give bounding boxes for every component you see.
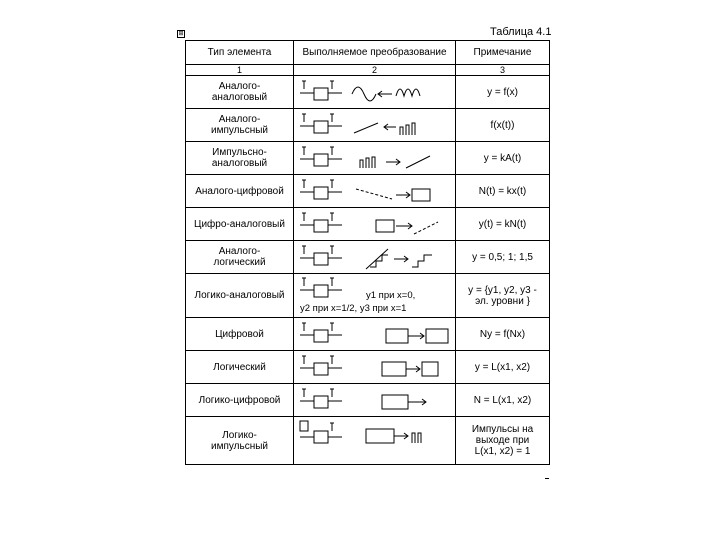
element-type-cell: Аналого- аналоговый [186, 76, 294, 109]
diagram-caption: y1 при x=0, [366, 290, 416, 301]
note-cell: N = L(x1, x2) [456, 384, 550, 417]
transformation-diagram [294, 417, 456, 465]
note-cell: N(t) = kx(t) [456, 175, 550, 208]
transformation-diagram [294, 351, 456, 384]
transformation-diagram [294, 208, 456, 241]
element-type-cell: Аналого- импульсный [186, 109, 294, 142]
element-type-cell: Цифровой [186, 318, 294, 351]
transformation-diagram [294, 241, 456, 274]
note-cell: Импульсы на выходе при L(x1, x2) = 1 [456, 417, 550, 465]
note-cell: Ny = f(Nx) [456, 318, 550, 351]
transformation-diagram [294, 175, 456, 208]
element-type-cell: Логический [186, 351, 294, 384]
header-transformation: Выполняемое преобразование [294, 41, 456, 65]
column-number: 2 [294, 65, 456, 76]
element-type-cell: Аналого- логический [186, 241, 294, 274]
element-type-cell: Импульсно- аналоговый [186, 142, 294, 175]
element-type-cell: Логико-аналоговый [186, 274, 294, 318]
table-row [186, 318, 550, 351]
column-number: 1 [186, 65, 294, 76]
table-row [186, 384, 550, 417]
transformation-diagram [294, 142, 456, 175]
element-type-cell: Логико-цифровой [186, 384, 294, 417]
header-row [186, 41, 550, 65]
element-type-cell: Аналого-цифровой [186, 175, 294, 208]
transformation-diagram [294, 384, 456, 417]
header-note: Примечание [456, 41, 550, 65]
note-cell: y = L(x1, x2) [456, 351, 550, 384]
note-cell: y = 0,5; 1; 1,5 [456, 241, 550, 274]
table-row [186, 76, 550, 109]
note-cell: y(t) = kN(t) [456, 208, 550, 241]
table-row [186, 417, 550, 465]
transformation-diagram [294, 109, 456, 142]
table-row [186, 208, 550, 241]
transformation-diagram [294, 318, 456, 351]
note-cell: y = f(x) [456, 76, 550, 109]
element-type-cell: Цифро-аналоговый [186, 208, 294, 241]
conversion-elements-table [185, 40, 550, 465]
table-row [186, 351, 550, 384]
column-number-row [186, 65, 550, 76]
transformation-diagram [294, 76, 456, 109]
table-row [186, 109, 550, 142]
table-anchor-marker: ⊞ [178, 31, 184, 37]
diagram-caption: y2 при x=1/2, y3 при x=1 [300, 303, 407, 314]
note-cell: y = kA(t) [456, 142, 550, 175]
page-edge-mark [545, 478, 549, 479]
element-type-cell: Логико- импульсный [186, 417, 294, 465]
table-row [186, 274, 550, 318]
transformation-diagram [294, 274, 456, 318]
header-element-type: Тип элемента [186, 41, 294, 65]
column-number: 3 [456, 65, 550, 76]
table-row [186, 142, 550, 175]
note-cell: f(x(t)) [456, 109, 550, 142]
table-row [186, 175, 550, 208]
table-caption: Таблица 4.1 [490, 26, 552, 38]
note-cell: y = {y1, y2, y3 - эл. уровни } [456, 274, 550, 318]
table-row [186, 241, 550, 274]
